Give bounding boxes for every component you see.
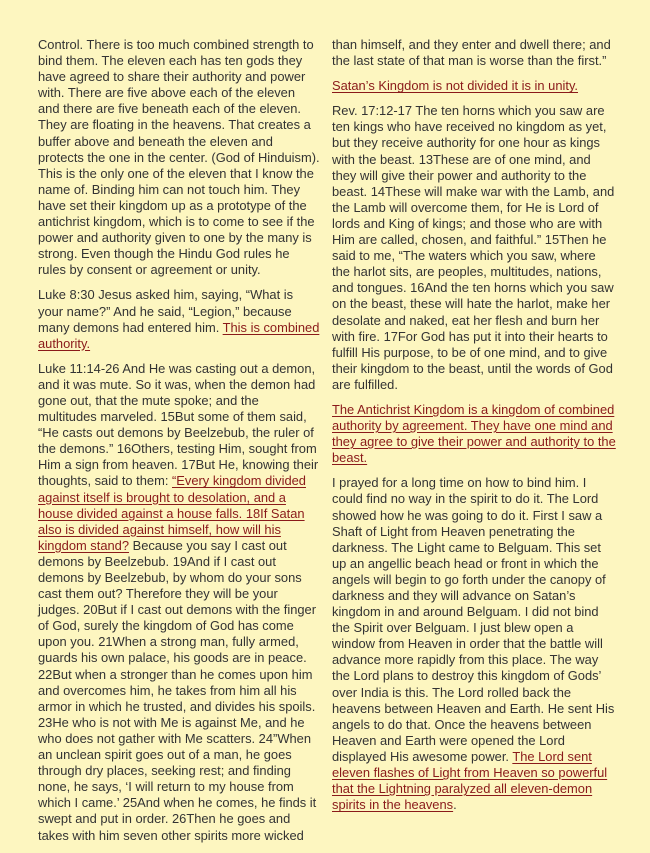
luke-8-underlined: This is combined authority. — [38, 319, 320, 351]
luke-11-text-b: Because you say I cast out demons by Beelzebub. 19And if I cast out demons by Beelzebub, by whom do your sons cast them out? Therefore they will be your judges. 20But if I cast out demons with the finger of God, surely the kingdom of God has come upon you. 21When a strong man, fully armed, guards his own palace, his goods are in peace. 22But when a stronger than he comes upon him and overcomes him, he takes from him all his armor in which he trusted, and divides his spoils. 23He who is not with Me is against Me, and he who does not gather with Me scatters. 24”When an unclean spirit goes out of a man, he goes through dry places, seeking rest; and finding none, he says, ‘I will return to my house from which I came.’ 25And when he comes, he finds it swept and put in order. 26Then he goes and takes with him seven other spirits more wicked — [38, 537, 317, 843]
paragraph-luke-8 — [38, 287, 320, 351]
paragraph-prayer — [332, 475, 617, 813]
paragraph-luke-11 — [38, 361, 320, 844]
prayer-text: I prayed for a long time on how to bind him. I could find no way in the spirit to do it. The Lord showed how he was going to do it. First I saw a Shaft of Light from Heaven penetrating the darkness. The Light came to Belguam. This set up an angellic beach head or front in which the angels will begin to go forth under the canopy of darkness and they will advance on Satan’s kingdom in and around Belguam. I did not bind the Spirit over Belguam. I just blew open a window from Heaven in order that the battle will advance more rapidly from this place. The way the Lord plans to destroy this kingdom of Gods’ over India is this. The Lord rolled back the heavens between Heaven and Earth. He sent His angels to do that. Once the heavens between Heaven and Earth were opened the Lord displayed His awesome power. — [332, 475, 615, 764]
paragraph-continuation: than himself, and they enter and dwell there; and the last state of that man is worse than the first.” — [332, 37, 611, 69]
paragraph-control: Control. There is too much combined strength to bind them. The eleven each has ten gods they have agreed to share their authority and power with. There are five above each of the eleven and there are five beneath each of the eleven. They are floating in the heavens. That creates a buffer above and beneath the eleven and protects the one in the center. (God of Hinduism). This is the only one of the eleven that I know the name of. Binding him can not touch him. They have set their kingdom up as a prototype of the antichrist kingdom, which is to come to see if the power and authority given to one by the many is strong. Even though the Hindu God rules he rules by consent or agreement or unity. — [38, 37, 320, 278]
luke-11-text-a: Luke 11:14-26 And He was casting out a demon, and it was mute. So it was, when the demon had gone out, that the mute spoke; and the multitudes marveled. 15But some of them said, “He casts out demons by Beelzebub, the ruler of the demons.” 16Others, testing Him, sought from Him a sign from heaven. 17But He, knowing their thoughts, said to them: — [38, 360, 319, 489]
paragraph-rev-17: Rev. 17:12-17 The ten horns which you saw are ten kings who have received no kingdom as yet, but they receive authority for one hour as kings with the beast. 13These are of one mind, and they will give their power and authority to the beast. 14These will make war with the Lamb, and the Lamb will overcome them, for He is Lord of lords and King of kings; and those who are with Him are called, chosen, and faithful.” 15Then he said to me, “The waters which you saw, where the harlot sits, are peoples, multitudes, nations, and tongues. 16And the ten horns which you saw on the beast, these will hate the harlot, make her desolate and naked, eat her flesh and burn her with fire. 17For God has put it into their hearts to fulfill His purpose, to be of one mind, and to give their kingdom to the beast, until the words of God are fulfilled. — [332, 103, 615, 392]
left-column — [38, 37, 320, 853]
luke-11-underlined: “Every kingdom divided against itself is brought to desolation, and a house divided against a house falls. 18If Satan also is divided against himself, how will his kingdom stand? — [38, 473, 306, 553]
satan-kingdom-underlined: Satan’s Kingdom is not divided it is in unity. — [332, 78, 579, 94]
luke-8-text: Luke 8:30 Jesus asked him, saying, “What is your name?” And he said, “Legion,” because many demons had entered him. — [38, 287, 294, 335]
prayer-underlined: The Lord sent eleven flashes of Light from Heaven so powerful that the Lightning paralyzed all eleven-demon spirits in the heavens — [332, 748, 608, 813]
paragraph-satan-kingdom — [332, 78, 617, 94]
right-column — [332, 37, 617, 822]
antichrist-kingdom-underlined: The Antichrist Kingdom is a kingdom of combined authority by agreement. They have one mind and they agree to give their power and authority to the beast. — [332, 401, 616, 466]
prayer-end: . — [453, 797, 457, 813]
paragraph-antichrist-kingdom — [332, 402, 617, 466]
